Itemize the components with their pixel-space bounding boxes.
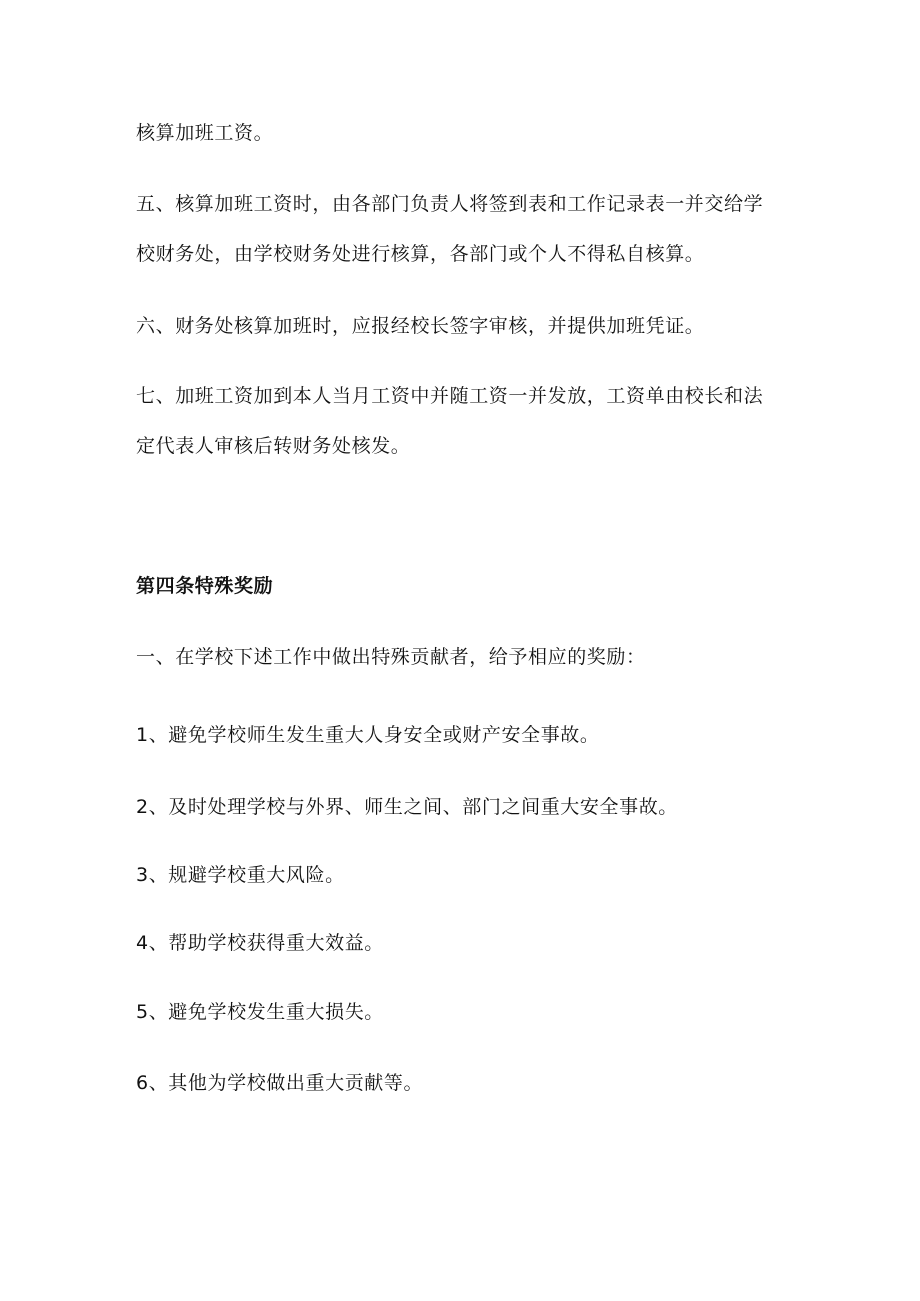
paragraph-line: 核算加班工资。 bbox=[136, 122, 274, 144]
list-item: 4、帮助学校获得重大效益。 bbox=[136, 932, 384, 954]
list-item: 2、及时处理学校与外界、师生之间、部门之间重大安全事故。 bbox=[136, 796, 678, 818]
paragraph-line: 五、核算加班工资时，由各部门负责人将签到表和工作记录表一并交给学 bbox=[136, 193, 764, 215]
list-item: 3、规避学校重大风险。 bbox=[136, 864, 345, 886]
paragraph-line: 六、财务处核算加班时，应报经校长签字审核，并提供加班凭证。 bbox=[136, 315, 705, 337]
paragraph-line: 定代表人审核后转财务处核发。 bbox=[136, 435, 411, 457]
list-item: 5、避免学校发生重大损失。 bbox=[136, 1001, 384, 1023]
section-title: 第四条特殊奖励 bbox=[136, 575, 274, 597]
paragraph-line: 校财务处，由学校财务处进行核算，各部门或个人不得私自核算。 bbox=[136, 243, 705, 265]
list-item: 6、其他为学校做出重大贡献等。 bbox=[136, 1072, 424, 1094]
list-item: 一、在学校下述工作中做出特殊贡献者，给予相应的奖励： bbox=[136, 646, 646, 668]
paragraph-line: 七、加班工资加到本人当月工资中并随工资一并发放，工资单由校长和法 bbox=[136, 385, 764, 407]
list-item: 1、避免学校师生发生重大人身安全或财产安全事故。 bbox=[136, 724, 600, 746]
